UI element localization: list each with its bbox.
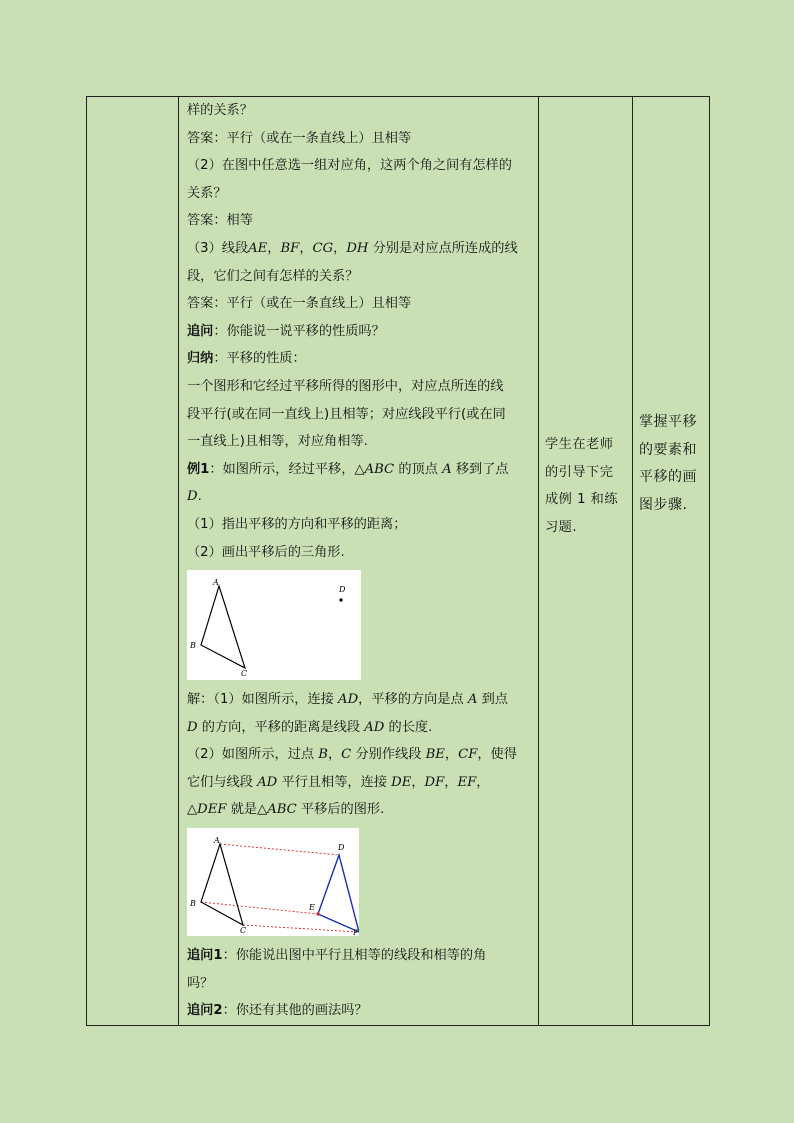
property-line: 一个图形和它经过平移所得的图形中，对应点所连的线 [187,378,504,394]
answer-line: 答案：相等 [187,213,253,229]
lesson-table [86,96,710,1026]
solution-line: 解：（1）如图所示，连接 AD，平移的方向是点 A 到点 [187,692,508,708]
solution-line: （2）如图所示，过点 B，C 分别作线段 BE，CF，使得 [187,747,517,763]
intent-line: 平移的画 [639,469,697,486]
text-line: 吗？ [187,975,214,991]
text-line: 关系？ [187,185,227,201]
property-line: 段平行(或在同一直线上)且相等；对应线段平行(或在同 [187,406,506,422]
intent-line: 图步骤. [639,496,688,513]
example-item: （2）画出平移后的三角形. [187,544,345,560]
solution-line: △DEF 就是△ABC 平移后的图形. [187,802,385,818]
figure-translation [187,828,359,936]
label-a: A [214,836,220,846]
text-line: 段，它们之间有怎样的关系？ [187,268,359,284]
followup-question-2: 追问2：你还有其他的画法吗？ [187,1003,368,1019]
label-c: C [240,926,247,936]
followup-question-1: 追问1：你能说出图中平行且相等的线段和相等的角 [187,948,487,964]
label-d: D [339,585,346,595]
answer-line: 答案：平行（或在一条直线上）且相等 [187,296,412,312]
text-line: 样的关系？ [187,103,253,118]
label-a: A [213,578,219,588]
question-line: （2）在图中任意选一组对应角，这两个角之间有怎样的 [187,158,512,174]
activity-line: 学生在老师 [545,437,614,452]
label-e: E [309,903,315,913]
label-b: B [190,641,196,651]
question-line: （3）线段AE，BF，CG，DH 分别是对应点所连成的线 [187,240,518,256]
solution-line: 它们与线段 AD 平行且相等，连接 DE，DF，EF， [187,774,490,790]
summary-heading: 归纳：平移的性质： [187,351,306,367]
stage-cell [87,97,179,1026]
property-line: 一直线上)且相等，对应角相等. [187,434,368,450]
point-e [316,912,319,915]
student-activity-cell [539,97,633,1026]
example-line: D. [187,489,202,505]
activity-line: 成例 1 和练 [545,492,619,508]
solution-line: D 的方向，平移的距离是线段 AD 的长度. [187,719,433,735]
intent-line: 掌握平移 [639,414,697,430]
design-intent-cell [633,97,710,1026]
activity-line: 的引导下完 [545,464,614,480]
followup-question: 追问：你能说一说平移的性质吗？ [187,323,385,339]
activity-line: 习题. [545,519,578,535]
label-b: B [190,899,196,909]
example-line: 例1：如图所示，经过平移，△ABC 的顶点 A 移到了点 [187,461,509,477]
label-f: F [353,929,358,937]
answer-line: 答案：平行（或在一条直线上）且相等 [187,130,412,146]
label-d: D [338,843,345,853]
example-item: （1）指出平移的方向和平移的距离； [187,516,407,532]
point-d [339,598,342,601]
figure-triangle-abc [187,570,361,680]
label-c: C [241,669,248,679]
content-cell [179,97,539,1026]
intent-line: 的要素和 [639,441,697,458]
